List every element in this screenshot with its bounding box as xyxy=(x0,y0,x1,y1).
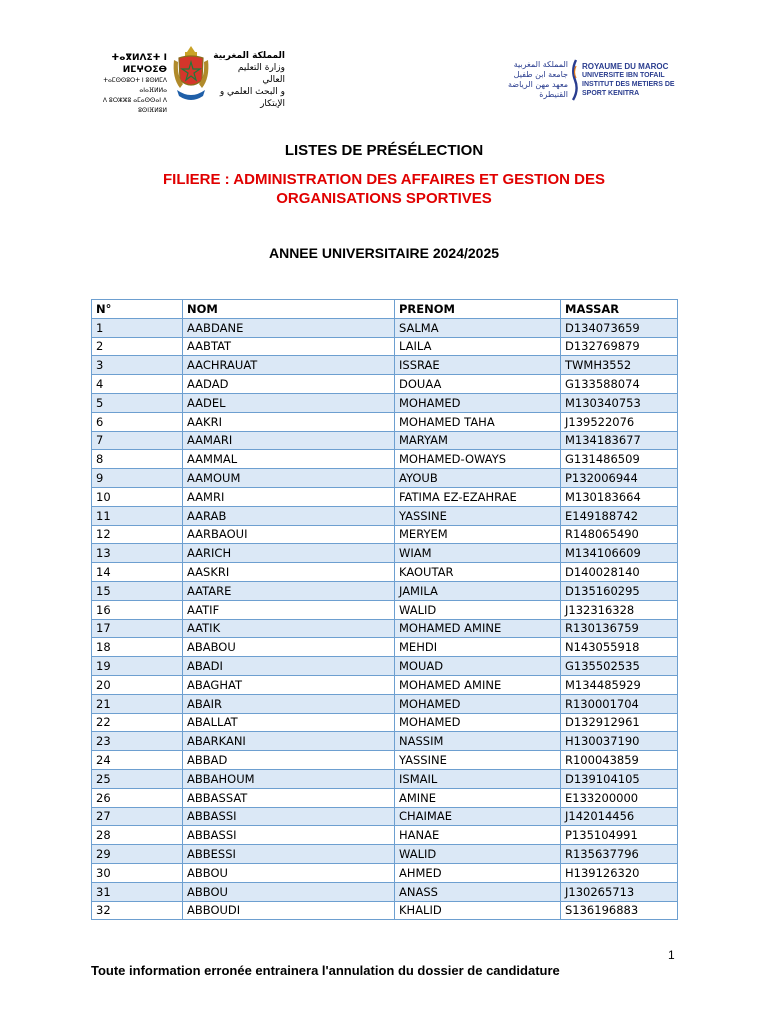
cell-massar: J139522076 xyxy=(561,412,678,431)
cell-number: 5 xyxy=(92,393,183,412)
cell-massar: D139104105 xyxy=(561,769,678,788)
filiere-title-line: ORGANISATIONS SPORTIVES xyxy=(276,190,492,207)
ministry-tifinagh-text xyxy=(95,52,167,116)
table-row xyxy=(92,638,678,657)
cell-number: 1 xyxy=(92,318,183,337)
academic-year-title: ANNEE UNIVERSITAIRE 2024/2025 xyxy=(268,245,500,261)
cell-number: 10 xyxy=(92,487,183,506)
table-row xyxy=(92,563,678,582)
cell-number: 17 xyxy=(92,619,183,638)
preselection-table xyxy=(91,299,678,920)
cell-nom: AABDANE xyxy=(183,318,395,337)
table-row xyxy=(92,337,678,356)
cell-nom: ABBOUDI xyxy=(183,901,395,920)
filiere-title-line: FILIERE : ADMINISTRATION DES AFFAIRES ET GESTION DES xyxy=(163,171,605,188)
cell-nom: AABTAT xyxy=(183,337,395,356)
cell-prenom: JAMILA xyxy=(395,581,561,600)
table-row xyxy=(92,657,678,676)
cell-prenom: MOHAMED AMINE xyxy=(395,675,561,694)
cell-massar: R135637796 xyxy=(561,845,678,864)
cell-prenom: ISMAIL xyxy=(395,769,561,788)
cell-number: 32 xyxy=(92,901,183,920)
cell-prenom: HANAE xyxy=(395,826,561,845)
cell-massar: R100043859 xyxy=(561,751,678,770)
table-body xyxy=(92,318,678,920)
cell-prenom: AMINE xyxy=(395,788,561,807)
cell-nom: AASKRI xyxy=(183,563,395,582)
table-row xyxy=(92,901,678,920)
cell-massar: G135502535 xyxy=(561,657,678,676)
tifinagh-line: ⵜⴰⴳⵍⴷⵉⵜ ⵏ ⵍⵎⵖⵔⵉⴱ xyxy=(111,53,167,75)
cell-prenom: MOHAMED-OWAYS xyxy=(395,450,561,469)
cell-prenom: KHALID xyxy=(395,901,561,920)
column-header-prenom: PRENOM xyxy=(395,300,561,319)
latin-line: SPORT KENITRA xyxy=(582,90,640,97)
arabic-line: المملكة المغربية xyxy=(213,51,285,61)
table-row xyxy=(92,393,678,412)
cell-prenom: MOHAMED xyxy=(395,393,561,412)
cell-nom: ABBASSI xyxy=(183,826,395,845)
cell-number: 26 xyxy=(92,788,183,807)
cell-number: 31 xyxy=(92,882,183,901)
cell-nom: AAMMAL xyxy=(183,450,395,469)
cell-number: 9 xyxy=(92,469,183,488)
cell-massar: TWMH3552 xyxy=(561,356,678,375)
cell-prenom: ISSRAE xyxy=(395,356,561,375)
ministry-arabic-text xyxy=(213,50,285,110)
table-row xyxy=(92,863,678,882)
cell-prenom: MOHAMED AMINE xyxy=(395,619,561,638)
table-row xyxy=(92,525,678,544)
cell-nom: ABADI xyxy=(183,657,395,676)
cell-number: 13 xyxy=(92,544,183,563)
footer-note: Toute information erronée entrainera l'annulation du dossier de candidature xyxy=(91,963,560,978)
cell-nom: ABARKANI xyxy=(183,732,395,751)
table-row xyxy=(92,732,678,751)
cell-prenom: MOUAD xyxy=(395,657,561,676)
cell-number: 16 xyxy=(92,600,183,619)
cell-nom: AAMARI xyxy=(183,431,395,450)
cell-massar: H139126320 xyxy=(561,863,678,882)
cell-number: 20 xyxy=(92,675,183,694)
cell-nom: ABBASSI xyxy=(183,807,395,826)
institute-logo xyxy=(498,56,678,106)
cell-number: 21 xyxy=(92,694,183,713)
cell-prenom: DOUAA xyxy=(395,375,561,394)
cell-massar: M130183664 xyxy=(561,487,678,506)
cell-massar: G131486509 xyxy=(561,450,678,469)
cell-massar: D140028140 xyxy=(561,563,678,582)
cell-nom: ABALLAT xyxy=(183,713,395,732)
cell-nom: ABBAD xyxy=(183,751,395,770)
cell-number: 2 xyxy=(92,337,183,356)
cell-nom: AARAB xyxy=(183,506,395,525)
cell-nom: AATIF xyxy=(183,600,395,619)
institute-latin-text xyxy=(582,62,682,98)
cell-prenom: MERYEM xyxy=(395,525,561,544)
page-number: 1 xyxy=(668,948,675,962)
table-row xyxy=(92,431,678,450)
cell-number: 24 xyxy=(92,751,183,770)
table-row xyxy=(92,412,678,431)
cell-massar: J142014456 xyxy=(561,807,678,826)
cell-nom: AAMRI xyxy=(183,487,395,506)
table-row xyxy=(92,318,678,337)
cell-prenom: YASSINE xyxy=(395,506,561,525)
table-row xyxy=(92,882,678,901)
cell-number: 12 xyxy=(92,525,183,544)
cell-nom: AAKRI xyxy=(183,412,395,431)
table-row xyxy=(92,826,678,845)
cell-massar: H130037190 xyxy=(561,732,678,751)
cell-prenom: LAILA xyxy=(395,337,561,356)
cell-prenom: MOHAMED xyxy=(395,694,561,713)
cell-number: 19 xyxy=(92,657,183,676)
table-row xyxy=(92,751,678,770)
cell-number: 30 xyxy=(92,863,183,882)
cell-massar: D132769879 xyxy=(561,337,678,356)
cell-massar: D132912961 xyxy=(561,713,678,732)
latin-line: ROYAUME DU MAROC xyxy=(582,62,669,71)
cell-massar: R148065490 xyxy=(561,525,678,544)
column-header-number: N° xyxy=(92,300,183,319)
cell-number: 18 xyxy=(92,638,183,657)
cell-prenom: WIAM xyxy=(395,544,561,563)
cell-prenom: SALMA xyxy=(395,318,561,337)
cell-nom: AATARE xyxy=(183,581,395,600)
table-row xyxy=(92,544,678,563)
cell-nom: AADAD xyxy=(183,375,395,394)
cell-nom: ABBOU xyxy=(183,863,395,882)
cell-prenom: AYOUB xyxy=(395,469,561,488)
cell-prenom: MOHAMED xyxy=(395,713,561,732)
table-row xyxy=(92,619,678,638)
cell-prenom: YASSINE xyxy=(395,751,561,770)
cell-prenom: MOHAMED TAHA xyxy=(395,412,561,431)
cell-prenom: NASSIM xyxy=(395,732,561,751)
cell-nom: ABBESSI xyxy=(183,845,395,864)
cell-number: 23 xyxy=(92,732,183,751)
table-row xyxy=(92,469,678,488)
university-logo-icon xyxy=(570,58,580,102)
tifinagh-line: ⴷ ⵓⵔⵣⵣⵓ ⴰⵎⴰⵙⵙⴰⵏ ⴷ ⵓⵙⵏⴼⵍⵓⵍ xyxy=(102,97,167,114)
cell-number: 25 xyxy=(92,769,183,788)
cell-massar: R130136759 xyxy=(561,619,678,638)
table-row xyxy=(92,694,678,713)
cell-nom: AACHRAUAT xyxy=(183,356,395,375)
arabic-line: و البحث العلمي و الإبتكار xyxy=(219,87,285,109)
cell-number: 11 xyxy=(92,506,183,525)
table-row xyxy=(92,356,678,375)
cell-number: 28 xyxy=(92,826,183,845)
cell-prenom: ANASS xyxy=(395,882,561,901)
table-row xyxy=(92,769,678,788)
cell-number: 15 xyxy=(92,581,183,600)
cell-number: 29 xyxy=(92,845,183,864)
cell-massar: J132316328 xyxy=(561,600,678,619)
cell-number: 6 xyxy=(92,412,183,431)
cell-massar: J130265713 xyxy=(561,882,678,901)
column-header-massar: MASSAR xyxy=(561,300,678,319)
table-row xyxy=(92,581,678,600)
cell-nom: AADEL xyxy=(183,393,395,412)
table-row xyxy=(92,807,678,826)
cell-prenom: MARYAM xyxy=(395,431,561,450)
cell-nom: AARICH xyxy=(183,544,395,563)
cell-nom: ABAIR xyxy=(183,694,395,713)
cell-massar: G133588074 xyxy=(561,375,678,394)
cell-massar: E149188742 xyxy=(561,506,678,525)
cell-number: 14 xyxy=(92,563,183,582)
cell-nom: AAMOUM xyxy=(183,469,395,488)
cell-massar: M134485929 xyxy=(561,675,678,694)
cell-prenom: MEHDI xyxy=(395,638,561,657)
ministry-logo xyxy=(95,44,285,114)
cell-nom: ABABOU xyxy=(183,638,395,657)
cell-massar: P135104991 xyxy=(561,826,678,845)
table-row xyxy=(92,713,678,732)
cell-number: 4 xyxy=(92,375,183,394)
table-row xyxy=(92,450,678,469)
table-row xyxy=(92,506,678,525)
cell-prenom: CHAIMAE xyxy=(395,807,561,826)
arabic-line: معهد مهن الرياضة xyxy=(508,80,568,89)
institute-arabic-text xyxy=(498,60,568,100)
cell-massar: M134183677 xyxy=(561,431,678,450)
arabic-line: جامعة ابن طفيل xyxy=(513,70,568,79)
arabic-line: المملكة المغربية xyxy=(513,60,568,69)
table-row xyxy=(92,845,678,864)
cell-nom: ABBAHOUM xyxy=(183,769,395,788)
cell-nom: AATIK xyxy=(183,619,395,638)
cell-massar: S136196883 xyxy=(561,901,678,920)
tifinagh-line: ⵜⴰⵎⵙⵙⵓⵔⵜ ⵏ ⵓⵙⵍⵎⴷ ⴰⵏⴰⴼⵍⵍⴰ xyxy=(103,77,167,94)
table-row xyxy=(92,375,678,394)
cell-massar: M134106609 xyxy=(561,544,678,563)
arabic-line: القنيطرة xyxy=(539,90,568,99)
cell-massar: D134073659 xyxy=(561,318,678,337)
latin-line: UNIVERSITE IBN TOFAIL xyxy=(582,72,665,79)
filiere-title xyxy=(0,170,768,208)
cell-prenom: KAOUTAR xyxy=(395,563,561,582)
cell-number: 8 xyxy=(92,450,183,469)
cell-massar: D135160295 xyxy=(561,581,678,600)
arabic-line: وزارة التعليم العالي xyxy=(237,63,285,85)
cell-massar: P132006944 xyxy=(561,469,678,488)
cell-prenom: WALID xyxy=(395,600,561,619)
cell-massar: N143055918 xyxy=(561,638,678,657)
cell-prenom: FATIMA EZ-EZAHRAE xyxy=(395,487,561,506)
table-row xyxy=(92,788,678,807)
cell-nom: ABAGHAT xyxy=(183,675,395,694)
table-header-row xyxy=(92,300,678,319)
cell-number: 27 xyxy=(92,807,183,826)
cell-number: 3 xyxy=(92,356,183,375)
cell-prenom: AHMED xyxy=(395,863,561,882)
cell-massar: M130340753 xyxy=(561,393,678,412)
cell-massar: R130001704 xyxy=(561,694,678,713)
column-header-nom: NOM xyxy=(183,300,395,319)
page-title: LISTES DE PRÉSÉLECTION xyxy=(284,142,484,159)
cell-number: 7 xyxy=(92,431,183,450)
latin-line: INSTITUT DES METIERS DE xyxy=(582,81,675,88)
cell-massar: E133200000 xyxy=(561,788,678,807)
table-row xyxy=(92,487,678,506)
cell-number: 22 xyxy=(92,713,183,732)
cell-nom: ABBASSAT xyxy=(183,788,395,807)
table-row xyxy=(92,675,678,694)
cell-nom: AARBAOUI xyxy=(183,525,395,544)
cell-nom: ABBOU xyxy=(183,882,395,901)
royal-coat-of-arms-icon xyxy=(171,44,211,104)
cell-prenom: WALID xyxy=(395,845,561,864)
table-row xyxy=(92,600,678,619)
